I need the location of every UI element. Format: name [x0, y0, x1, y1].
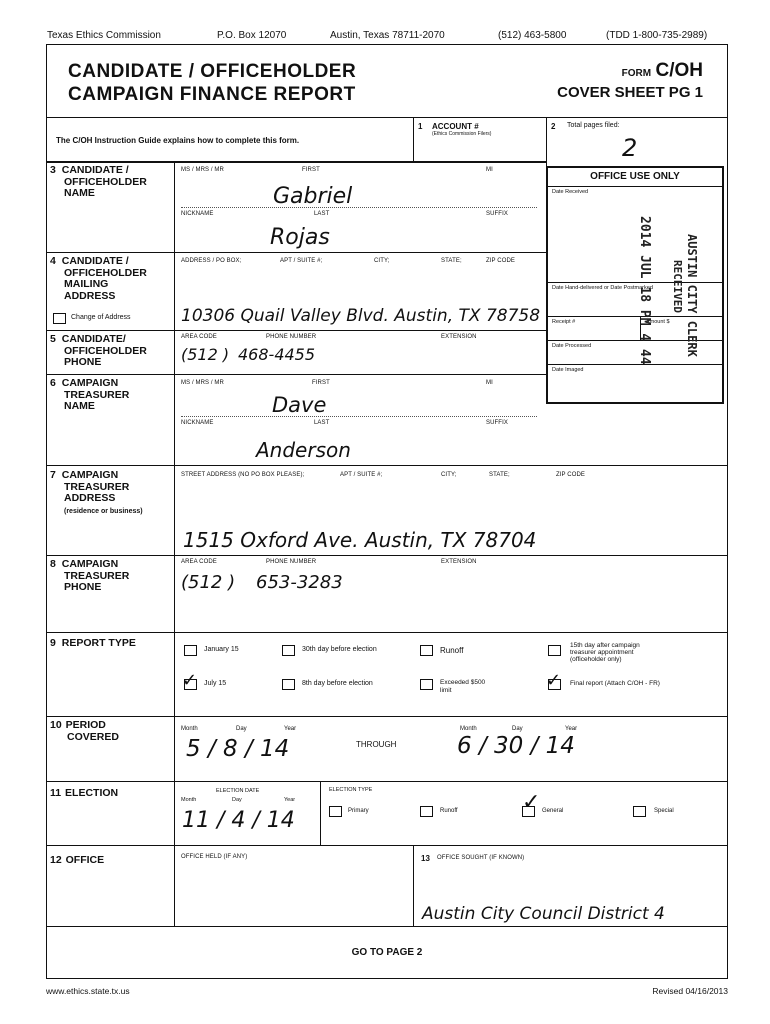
instruction-text: The C/OH Instruction Guide explains how to complete this form. — [56, 136, 300, 145]
form-code — [560, 60, 703, 82]
sec13-num: 13 — [421, 854, 430, 863]
sec8-label1: CAMPAIGN — [61, 558, 119, 570]
sec7-apt-label: APT / SUITE #; — [340, 472, 383, 478]
sec7-label4: (residence or business) — [64, 508, 143, 515]
period-to-day-label: Day — [512, 726, 523, 732]
sec4-city-label: CITY; — [374, 258, 390, 264]
sec3-label1: CANDIDATE / — [61, 164, 129, 176]
candidate-first-name: Gabriel — [273, 184, 353, 209]
date-imaged-label: Date Imaged — [552, 367, 584, 373]
sec6-num: 6 — [50, 377, 56, 389]
po-box: P.O. Box 12070 — [217, 30, 287, 41]
report-15day-line3: (officeholder only) — [570, 656, 622, 663]
agency-tdd: (TDD 1-800-735-2989) — [606, 30, 708, 41]
sec11-num: 11 — [50, 787, 62, 799]
report-15day-label — [570, 642, 640, 663]
sec6-mi-label: MI — [486, 380, 493, 386]
sec7-label1: CAMPAIGN — [61, 469, 119, 481]
pages-value: 2 — [622, 134, 638, 162]
sec5-label1: CANDIDATE/ — [61, 333, 126, 345]
sec9-label — [50, 638, 136, 650]
report-8day-label: 8th day before election — [302, 680, 373, 687]
report-jan15-checkbox[interactable] — [184, 645, 197, 656]
sec3-first-label: FIRST — [302, 167, 320, 173]
form-title-line1: CANDIDATE / OFFICEHOLDER — [68, 61, 357, 82]
report-exceeded-label — [440, 679, 485, 695]
period-to: 6 / 30 / 14 — [457, 733, 575, 759]
sec8-label2: TREASURER — [64, 569, 130, 582]
account-num: 1 — [418, 122, 423, 131]
sec11-label-text: ELECTION — [65, 787, 119, 799]
election-type-label: ELECTION TYPE — [329, 787, 373, 793]
sec5-label2: OFFICEHOLDER — [64, 344, 147, 357]
sec5-label — [50, 334, 147, 369]
election-general-label: General — [542, 808, 564, 814]
period-from: 5 / 8 / 14 — [186, 736, 290, 762]
sec8-label — [50, 559, 129, 594]
sec7-num: 7 — [50, 469, 56, 481]
sec9-label-text: REPORT TYPE — [61, 637, 136, 649]
sec4-zip-label: ZIP CODE — [486, 258, 516, 264]
sec6-label2: TREASURER — [64, 388, 130, 401]
period-from-year-label: Year — [284, 726, 297, 732]
agency-name: Texas Ethics Commission — [47, 30, 161, 41]
period-to-month-label: Month — [460, 726, 477, 732]
report-15day-line2: treasurer appointment — [570, 649, 634, 656]
report-exceeded-line2: limit — [440, 687, 452, 694]
receipt-label: Receipt # — [552, 319, 576, 325]
sec11-label — [50, 788, 118, 800]
office-use-title: OFFICE USE ONLY — [548, 168, 722, 187]
sec4-label2: OFFICEHOLDER — [64, 266, 147, 279]
sec7-street-label: STREET ADDRESS (NO PO BOX PLEASE); — [181, 472, 305, 478]
sec7-label — [50, 470, 129, 505]
agency-city: Austin, Texas 78711-2070 — [330, 30, 445, 41]
sec4-apt-label: APT / SUITE #; — [280, 258, 323, 264]
sec8-ext-label: EXTENSION — [441, 559, 477, 565]
sec4-address-label: ADDRESS / PO BOX; — [181, 258, 242, 264]
clerk-stamp: AUSTIN CITY CLERK — [685, 234, 699, 357]
sec12-label — [50, 855, 104, 867]
period-from-day-label: Day — [236, 726, 247, 732]
sec7-label2: TREASURER — [64, 480, 130, 493]
footer-url[interactable]: www.ethics.state.tx.us — [46, 986, 130, 996]
date-processed-label: Date Processed — [552, 343, 592, 349]
treasurer-phone: 653-3283 — [256, 572, 343, 593]
sec6-label3: NAME — [64, 400, 95, 412]
form-prefix: FORM — [621, 68, 652, 79]
sec6-nickname-label: NICKNAME — [181, 420, 214, 426]
pages-label: Total pages filed: — [567, 122, 620, 129]
received-date-stamp: 2014 JUL 18 PM 4 44 — [637, 216, 652, 365]
sec8-num: 8 — [50, 558, 56, 570]
account-sub: (Ethics Commission Filers) — [432, 131, 492, 137]
sec7-city-label: CITY; — [441, 472, 457, 478]
sec12-label-text: OFFICE — [65, 854, 105, 866]
sec3-label2: OFFICEHOLDER — [64, 175, 147, 188]
election-runoff-checkbox[interactable] — [420, 806, 433, 817]
report-runoff-checkbox[interactable] — [420, 645, 433, 656]
sec3-num: 3 — [50, 164, 56, 176]
sec6-label1: CAMPAIGN — [61, 377, 119, 389]
treasurer-first-name: Dave — [272, 393, 327, 417]
report-runoff-label: Runoff — [440, 646, 464, 655]
election-general-check: ✓ — [522, 790, 541, 815]
sec7-label3: ADDRESS — [64, 492, 116, 504]
agency-phone: (512) 463-5800 — [498, 30, 567, 41]
election-date-label: ELECTION DATE — [216, 788, 260, 794]
report-jan15-label: January 15 — [204, 646, 239, 653]
treasurer-last-name: Anderson — [256, 438, 351, 462]
sec4-label3: MAILING — [64, 278, 109, 290]
sec10-label2: COVERED — [67, 730, 119, 743]
footer-revised: Revised 04/16/2013 — [652, 986, 728, 996]
report-final-label: Final report (Attach C/OH - FR) — [570, 680, 660, 687]
report-8day-checkbox[interactable] — [282, 679, 295, 690]
sec7-state-label: STATE; — [489, 472, 510, 478]
treasurer-address: 1515 Oxford Ave. Austin, TX 78704 — [183, 528, 537, 552]
sec10-label1: PERIOD — [65, 719, 106, 731]
sec10-num: 10 — [50, 719, 62, 731]
sec3-label3: NAME — [64, 187, 95, 199]
sec6-last-label: LAST — [314, 420, 330, 426]
sec6-first-label: FIRST — [312, 380, 330, 386]
office-sought-label: OFFICE SOUGHT (IF KNOWN) — [437, 855, 525, 861]
election-year-label: Year — [284, 797, 296, 803]
received-stamp: RECEIVED — [671, 260, 684, 313]
candidate-last-name: Rojas — [270, 225, 330, 250]
report-exceeded-checkbox[interactable] — [420, 679, 433, 690]
election-date: 11 / 4 / 14 — [182, 808, 295, 833]
sec6-suffix-label: SUFFIX — [486, 420, 508, 426]
sec4-label — [50, 256, 147, 302]
sec5-ext-label: EXTENSION — [441, 334, 477, 340]
sec7-zip-label: ZIP CODE — [556, 472, 586, 478]
sec3-title-label: MS / MRS / MR — [181, 167, 224, 173]
candidate-area-code: (512 ) — [181, 345, 230, 364]
sec6-title-label: MS / MRS / MR — [181, 380, 224, 386]
sec9-num: 9 — [50, 637, 56, 649]
sec4-label4: ADDRESS — [64, 289, 116, 302]
form-title-line2: CAMPAIGN FINANCE REPORT — [68, 84, 356, 105]
sec3-mi-label: MI — [486, 167, 493, 173]
report-final-check: ✓ — [546, 670, 562, 691]
change-of-address-checkbox[interactable] — [53, 313, 66, 324]
office-use-box — [546, 166, 724, 404]
cover-sheet-label: COVER SHEET PG 1 — [557, 84, 703, 101]
sec8-phone-label: PHONE NUMBER — [266, 559, 317, 565]
election-primary-label: Primary — [348, 808, 369, 814]
sec5-area-label: AREA CODE — [181, 334, 217, 340]
sec5-phone-label: PHONE NUMBER — [266, 334, 317, 340]
sec5-label3: PHONE — [64, 356, 102, 368]
election-runoff-label: Runoff — [440, 808, 458, 814]
sec3-nickname-label: NICKNAME — [181, 211, 214, 217]
sec8-area-label: AREA CODE — [181, 559, 217, 565]
sec3-label — [50, 165, 147, 200]
pages-num: 2 — [551, 122, 556, 131]
sec10-label — [50, 720, 119, 743]
treasurer-area-code: (512 ) — [181, 572, 236, 593]
office-held-label: OFFICE HELD (IF ANY) — [181, 854, 248, 860]
report-15day-checkbox[interactable] — [548, 645, 561, 656]
change-of-address-label: Change of Address — [71, 314, 131, 321]
sec4-label1: CANDIDATE / — [61, 255, 129, 267]
office-sought: Austin City Council District 4 — [422, 904, 665, 924]
election-special-label: Special — [654, 808, 674, 814]
form-code-value: C/OH — [655, 60, 703, 81]
election-day-label: Day — [232, 797, 242, 803]
report-30day-label: 30th day before election — [302, 646, 377, 653]
sec4-num: 4 — [50, 255, 56, 267]
election-month-label: Month — [181, 797, 197, 803]
sec8-label3: PHONE — [64, 581, 102, 593]
report-exceeded-line1: Exceeded $500 — [440, 679, 486, 686]
candidate-phone: 468-4455 — [238, 345, 316, 364]
sec12-num: 12 — [50, 854, 62, 866]
candidate-address: 10306 Quail Valley Blvd. Austin, TX 78758 — [181, 306, 541, 326]
date-received-label: Date Received — [552, 189, 589, 195]
sec6-label — [50, 378, 129, 413]
period-to-year-label: Year — [565, 726, 578, 732]
period-from-month-label: Month — [181, 726, 198, 732]
period-through: THROUGH — [356, 740, 397, 749]
report-15day-line1: 15th day after campaign — [570, 642, 640, 649]
sec5-num: 5 — [50, 333, 56, 345]
election-primary-checkbox[interactable] — [329, 806, 342, 817]
date-hand-label: Date Hand-delivered or Date Postmarked — [552, 285, 653, 291]
report-jul15-label: July 15 — [204, 680, 227, 687]
election-special-checkbox[interactable] — [633, 806, 646, 817]
account-label: ACCOUNT # — [432, 122, 479, 131]
sec3-suffix-label: SUFFIX — [486, 211, 508, 217]
sec4-state-label: STATE; — [441, 258, 462, 264]
amount-label: Amount $ — [646, 319, 670, 325]
report-jul15-check: ✓ — [182, 670, 198, 691]
sec3-last-label: LAST — [314, 211, 330, 217]
report-30day-checkbox[interactable] — [282, 645, 295, 656]
go-to-page-2: GO TO PAGE 2 — [351, 947, 423, 958]
